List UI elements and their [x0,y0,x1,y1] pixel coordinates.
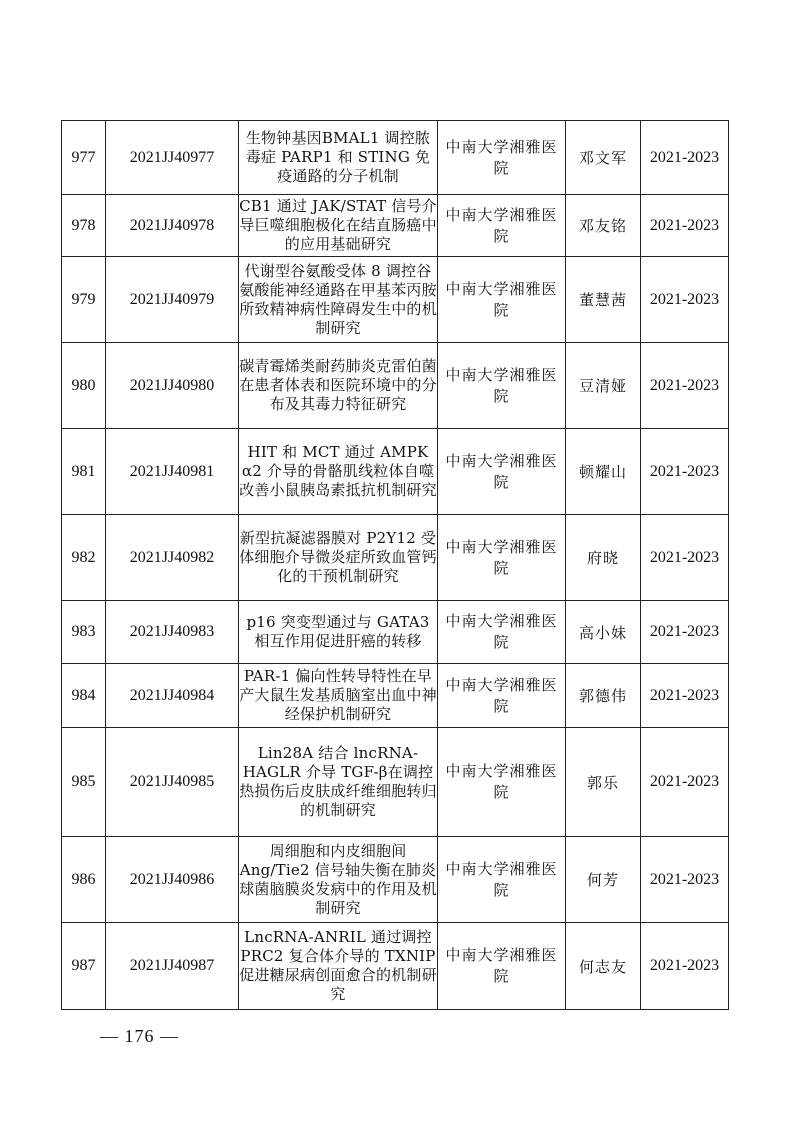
page-number: — 176 — [100,1026,179,1046]
project-title: CB1 通过 JAK/STAT 信号介导巨噬细胞极化在结直肠癌中的应用基础研究 [239,195,438,257]
row-number: 984 [62,664,106,728]
row-number: 977 [62,121,106,195]
project-title: 生物钟基因BMAL1 调控脓毒症 PARP1 和 STING 免疫通路的分子机制 [239,121,438,195]
institution: 中南大学湘雅医院 [438,195,566,257]
principal-investigator: 高小妹 [566,601,641,664]
project-code: 2021JJ40982 [106,515,239,601]
project-code: 2021JJ40986 [106,837,239,923]
project-period: 2021-2023 [641,515,729,601]
project-code: 2021JJ40978 [106,195,239,257]
institution: 中南大学湘雅医院 [438,429,566,515]
institution: 中南大学湘雅医院 [438,728,566,837]
principal-investigator: 豆清娅 [566,343,641,429]
institution: 中南大学湘雅医院 [438,601,566,664]
institution: 中南大学湘雅医院 [438,664,566,728]
project-table-body [62,121,729,1010]
table-row [62,195,729,257]
row-number: 983 [62,601,106,664]
row-number: 981 [62,429,106,515]
institution: 中南大学湘雅医院 [438,923,566,1010]
project-title: p16 突变型通过与 GATA3 相互作用促进肝癌的转移 [239,601,438,664]
principal-investigator: 郭乐 [566,728,641,837]
row-number: 980 [62,343,106,429]
project-title: PAR-1 偏向性转导特性在早产大鼠生发基质脑室出血中神经保护机制研究 [239,664,438,728]
table-row [62,837,729,923]
project-period: 2021-2023 [641,343,729,429]
table-row [62,923,729,1010]
table-row [62,601,729,664]
project-code: 2021JJ40981 [106,429,239,515]
project-period: 2021-2023 [641,257,729,343]
project-code: 2021JJ40984 [106,664,239,728]
table-row [62,121,729,195]
principal-investigator: 董慧茜 [566,257,641,343]
institution: 中南大学湘雅医院 [438,837,566,923]
table-row [62,728,729,837]
row-number: 982 [62,515,106,601]
principal-investigator: 何志友 [566,923,641,1010]
table-row [62,343,729,429]
table-row [62,257,729,343]
project-period: 2021-2023 [641,195,729,257]
project-title: 碳青霉烯类耐药肺炎克雷伯菌在患者体表和医院环境中的分布及其毒力特征研究 [239,343,438,429]
project-title: 新型抗凝滤器膜对 P2Y12 受体细胞介导微炎症所致血管钙化的干预机制研究 [239,515,438,601]
project-period: 2021-2023 [641,429,729,515]
project-period: 2021-2023 [641,601,729,664]
table-row [62,429,729,515]
institution: 中南大学湘雅医院 [438,343,566,429]
project-code: 2021JJ40977 [106,121,239,195]
project-period: 2021-2023 [641,837,729,923]
table-row [62,664,729,728]
project-title: LncRNA-ANRIL 通过调控 PRC2 复合体介导的 TXNIP 促进糖尿病创面愈合的机制研究 [239,923,438,1010]
project-code: 2021JJ40985 [106,728,239,837]
row-number: 978 [62,195,106,257]
institution: 中南大学湘雅医院 [438,121,566,195]
row-number: 986 [62,837,106,923]
project-period: 2021-2023 [641,121,729,195]
project-period: 2021-2023 [641,923,729,1010]
project-table [61,120,729,1010]
project-title: 周细胞和内皮细胞间 Ang/Tie2 信号轴失衡在肺炎球菌脑膜炎发病中的作用及机制研究 [239,837,438,923]
project-title: 代谢型谷氨酸受体 8 调控谷氨酸能神经通路在甲基苯丙胺所致精神病性障碍发生中的机制研究 [239,257,438,343]
row-number: 985 [62,728,106,837]
principal-investigator: 顿耀山 [566,429,641,515]
row-number: 987 [62,923,106,1010]
project-code: 2021JJ40979 [106,257,239,343]
project-title: Lin28A 结合 lncRNA-HAGLR 介导 TGF-β在调控热损伤后皮肤成纤维细胞转归的机制研究 [239,728,438,837]
table-row [62,515,729,601]
project-code: 2021JJ40987 [106,923,239,1010]
row-number: 979 [62,257,106,343]
project-period: 2021-2023 [641,664,729,728]
principal-investigator: 府晓 [566,515,641,601]
principal-investigator: 郭德伟 [566,664,641,728]
principal-investigator: 邓友铭 [566,195,641,257]
project-title: HIT 和 MCT 通过 AMPK α2 介导的骨骼肌线粒体自噬改善小鼠胰岛素抵抗机制研究 [239,429,438,515]
project-code: 2021JJ40980 [106,343,239,429]
institution: 中南大学湘雅医院 [438,515,566,601]
principal-investigator: 邓文军 [566,121,641,195]
project-code: 2021JJ40983 [106,601,239,664]
project-period: 2021-2023 [641,728,729,837]
principal-investigator: 何芳 [566,837,641,923]
institution: 中南大学湘雅医院 [438,257,566,343]
